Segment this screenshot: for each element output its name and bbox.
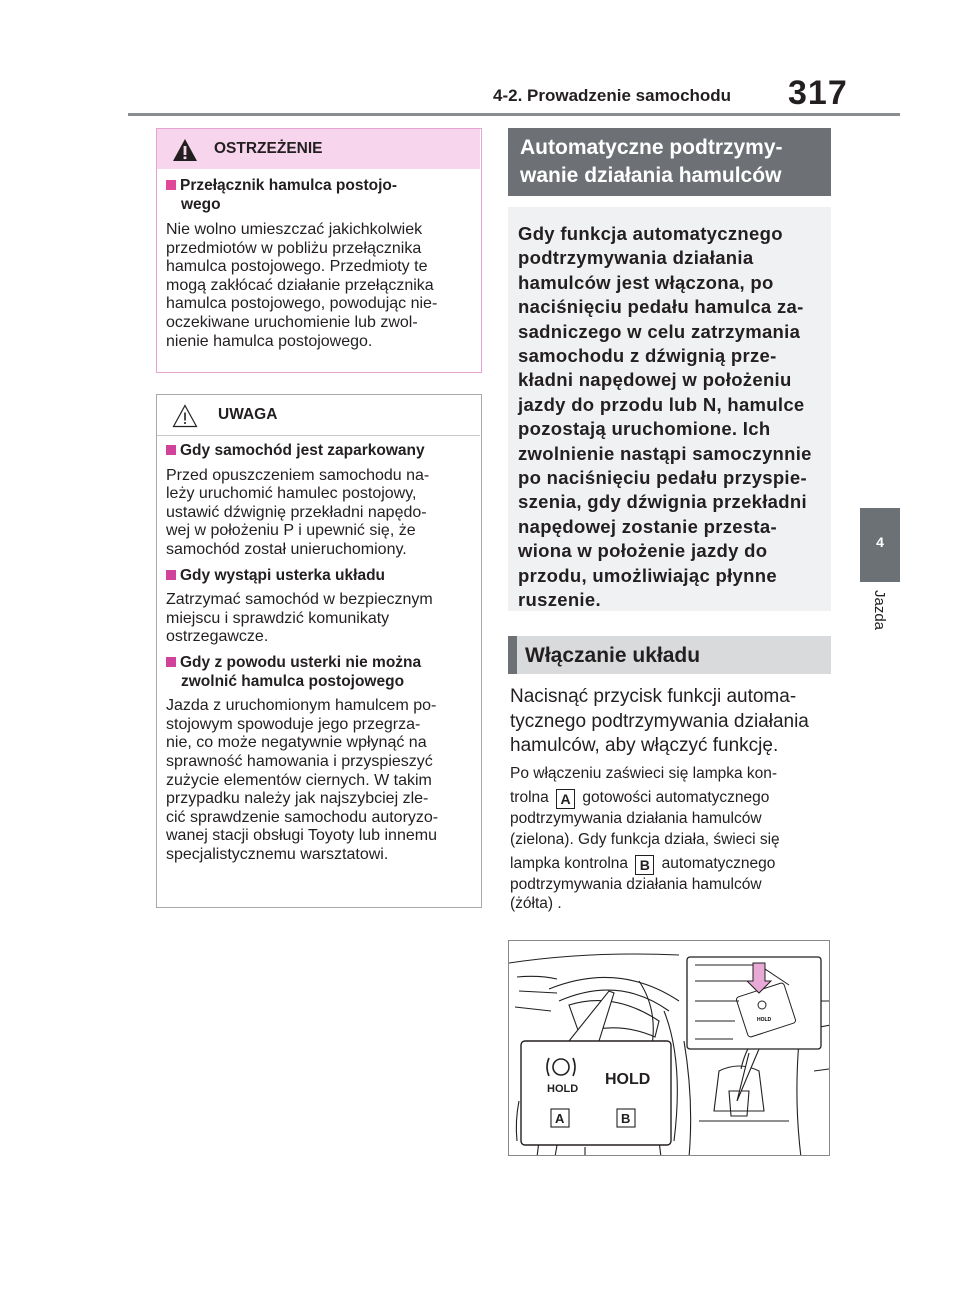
caution-item-head: Gdy wystąpi usterka układu — [166, 567, 476, 586]
warning-triangle-icon — [172, 138, 198, 162]
label-a-key: A — [556, 789, 575, 809]
caution-item-body: Zatrzymać samochód w bezpiecznym miejscu i sprawdzić komunikaty ostrzegawcze. — [166, 591, 433, 646]
square-bullet-icon — [166, 445, 176, 455]
intro-paragraph: Nacisnąć przycisk funkcji automa- tycznego podtrzymywania działania hamulców, aby włączyć funkcję. — [510, 686, 809, 756]
caution-item-body: Przed opuszczeniem samochodu na- leży uruchomić hamulec postojowy, ustawić dźwignię przekładni napędo- wej w położeniu P i upewnić się, że samochód został unieruchomiony. — [166, 466, 430, 558]
summary-text: Gdy funkcja automatycznego podtrzymywania działania hamulców jest włączona, po naciśnięciu pedału hamulca za- sadniczego w celu zatrzymania samochodu z dźwignią prze- kładni napędowej w położeniu jazdy do przodu lub N, hamulce pozostają uruchomione. Ich zwolnienie nastąpi samoczynnie po naciśnięciu pedału przyspie- szenia, gdy dźwignia przekładni napędowej zostanie przesta- wiona w położenie jazdy do przodu, umożliwiając płynne ruszenie. — [518, 223, 812, 611]
caution-content — [166, 442, 476, 864]
hold-text-indicator: HOLD — [605, 1071, 651, 1088]
dashboard-illustration — [508, 940, 830, 1156]
square-bullet-icon — [166, 657, 176, 667]
header-rule — [128, 113, 900, 116]
caution-title: UWAGA — [218, 406, 278, 423]
square-bullet-icon — [166, 180, 176, 190]
chapter-label-text: Jazda — [871, 590, 888, 631]
caution-triangle-icon — [172, 404, 198, 428]
dashboard-drawing — [509, 941, 830, 1156]
section-title-auto-hold: Automatyczne podtrzymy- wanie działania hamulców — [508, 128, 831, 196]
caution-item-head: Gdy z powodu usterki nie można zwolnić hamulca postojowego — [166, 654, 476, 691]
caution-item-body: Jazda z uruchomionym hamulcem po- stojowym spowoduje jego przegrza- nie, co może negatywnie wpłynąć na sprawność hamowania i przyspieszyć zużycie elementów ciernych. W takim przypadku należy jak najszybciej zle- cić sprawdzenie samochodu autoryzo- wanej stacji obsługi Toyoty lub innemu specjalistycznemu warsztatowi. — [166, 697, 439, 863]
section-title-enable-system: Włączanie układu — [508, 636, 831, 674]
warning-subhead: Przełącznik hamulca postojo- wego — [166, 177, 397, 214]
indicator-label-b: B — [621, 1111, 631, 1126]
caution-header — [157, 395, 480, 436]
chapter-number: 4 — [876, 534, 884, 550]
page-number: 317 — [788, 74, 848, 112]
square-bullet-icon — [166, 570, 176, 580]
indicator-label-a: A — [555, 1111, 565, 1126]
hold-button-label: HOLD — [757, 1017, 772, 1023]
warning-body: Nie wolno umieszczać jakichkolwiek przedmiotów w pobliżu przełącznika hamulca postojowego. Przedmioty te mogą zakłócać działanie przełącznika hamulca postojowego, powodując nie- oczekiwane uruchomienie lub zwol- nienie hamulca postojowego. — [166, 221, 438, 350]
chapter-label — [866, 590, 894, 650]
indicator-note: Po włączeniu zaświeci się lampka kon- trolna A gotowości automatycznego podtrzymywania działania hamulców (zielona). Gdy funkcja działa, świeci się lampka kontrolna B automatycznego podtrzymywania działania hamulców (żółta) . — [510, 765, 780, 912]
label-b-key: B — [635, 855, 654, 875]
running-header: 4-2. Prowadzenie samochodu — [493, 86, 732, 105]
caution-item-head: Gdy samochód jest zaparkowany — [166, 442, 476, 461]
warning-title: OSTRZEŻENIE — [214, 140, 323, 157]
hold-icon-label: HOLD — [547, 1083, 579, 1095]
